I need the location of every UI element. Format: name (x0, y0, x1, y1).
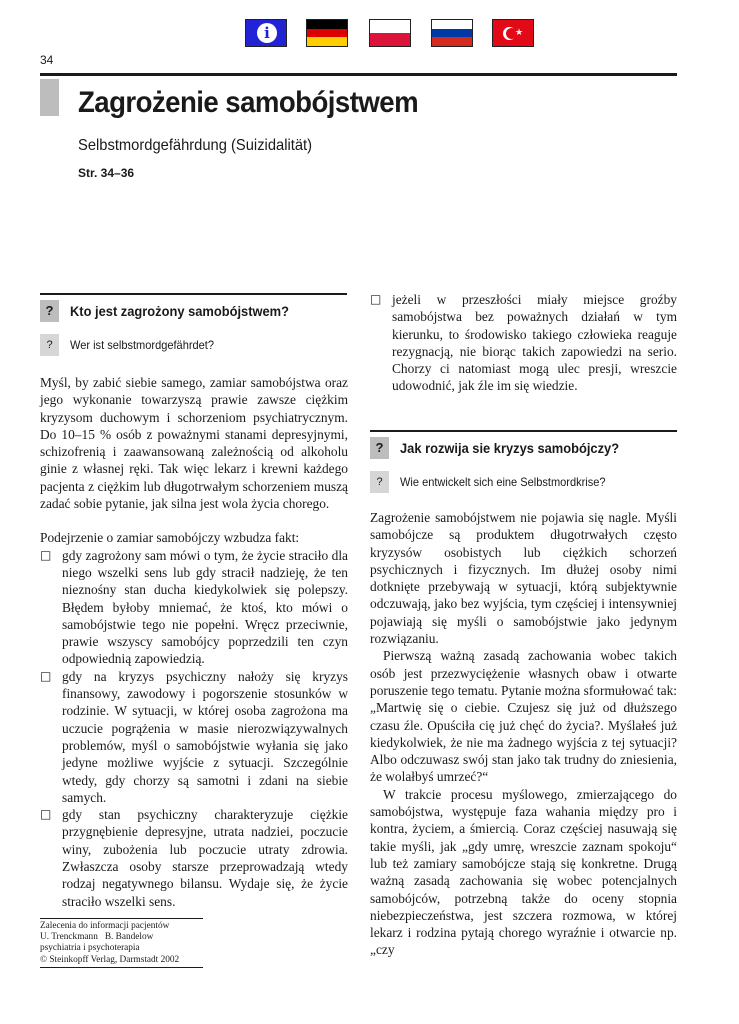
right-paragraph-1: Zagrożenie samobójstwem nie pojawia się nagle. Myśli samobójcze są produktem długotrwałych często kryzysów osobistych lub ciężkich schorzeń psychicznych i fizycznych. Im dłużej osoby nimi dotknięte przebywają w sytuacji, którą subjektywnie odczuwają, jako bez wyjścia, tym częściej i intensywniej pojawiają się myśli o samobójstwie jako jedynym rozwiązaniu. (370, 510, 677, 647)
question-2-rule (370, 430, 677, 432)
right-column-text (370, 509, 677, 959)
info-symbol: i (257, 23, 277, 43)
footer-rule-bottom (40, 967, 203, 968)
left-paragraph-2: Podejrzenie o zamiar samobójczy wzbudza fakt: (40, 530, 300, 546)
polish-flag-icon[interactable] (369, 19, 411, 47)
question-2-subtitle: Wie entwickelt sich eine Selbstmordkrise? (400, 475, 606, 489)
question-1-title: Kto jest zagrożony samobójstwem? (70, 303, 290, 319)
question-mark-box-small: ? (370, 471, 389, 493)
russian-flag-icon[interactable] (431, 19, 473, 47)
turkish-flag-icon[interactable]: ★ (492, 19, 534, 47)
german-flag-icon[interactable] (306, 19, 348, 47)
info-flag-icon[interactable] (245, 19, 287, 47)
question-1-subtitle: Wer ist selbstmordgefährdet? (70, 338, 214, 352)
page-title: Zagrożenie samobójstwem (78, 86, 419, 119)
footer-line: © Steinkopff Verlag, Darmstadt 2002 (40, 954, 180, 965)
question-mark-box: ? (40, 300, 59, 322)
footer-line: Zalecenia do informacji pacjentów (40, 921, 170, 931)
question-mark-box: ? (370, 437, 389, 459)
footer-line: psychiatria i psychoterapia (40, 943, 140, 954)
footer-rule-top (40, 918, 203, 919)
page-subtitle: Selbstmordgefährdung (Suizidalität) (78, 137, 313, 154)
footer-credits (40, 921, 179, 966)
page-range: Str. 34–36 (78, 166, 135, 180)
page-number: 34 (40, 53, 54, 67)
header-rule (40, 73, 677, 76)
title-accent-bar (40, 79, 59, 116)
list-item: □ jeżeli w przeszłości miały miejsce groźby samobójstwa bez poważnych działań w tym kierunku, to środowisko takiego człowieka reaguje rezygnacją, nie biorąc takich zapowiedzi na serio. Chorzy ci natomiast mogą ulec presji, wreszcie udowodnić, jak źle im się wiedzie. (370, 291, 677, 395)
question-2-title: Jak rozwija sie kryzys samobójczy? (400, 440, 620, 456)
footer-line: U. Trenckmann B. Bandelow (40, 932, 154, 943)
list-item: □ gdy na kryzys psychiczny nałoży się kryzys finansowy, zawodowy i pogorszenie stosunków w rodzinie. W sytuacji, w której osoba zagrożona ma uczucie pogrążenia w masie nierozwiązywalnych problemów, myśl o samobójstwie wyłania się jako jedyne możliwe wyjście z sytuacji. Szczególnie wtedy, gdy chorzy są samotni i zdani na siebie samych. (40, 668, 348, 806)
right-paragraph-2: Pierwszą ważną zasadą zachowania wobec takich osób jest przezwyciężenie własnych obaw i otwarte poruszenie tego tematu. Pytanie można sformułować tak: „Martwię się o ciebie. Czujesz się już od dłuższego czasu źle. Opuściła cię już chęć do życia?. Myślałeś już kiedykolwiek, że nie ma żadnego wyjścia z tej sytuacji? Albo odczuwasz swój stan jako tak trudny do zniesienia, że wolałbyś umrzeć?“ (370, 648, 677, 785)
left-paragraph-1: Myśl, by zabić siebie samego, zamiar samobójstwa oraz jego wykonanie towarzyszą prawie zawsze ciężkim kryzysom duchowym i schorzeniom psychiatrycznym. Do 10–15 % osób z poważnymi stanami depresyjnymi, schizofrenią i zaawansowaną zależnością od alkoholu ginie z własnej ręki. Tak więc lekarz i krewni każdego pacjenta z ciężkim lub długotrwałym schorzeniem muszą zadać sobie pytanie, jak silna jest wola życia chorego. (40, 375, 348, 512)
list-item: □ gdy stan psychiczny charakteryzuje ciężkie przygnębienie depresyjne, utrata nadziei, poczucie winy, zubożenia lub poczucie utraty zdrowia. Zwłaszcza osoby starsze przeprowadzają wtedy rodzaj negatywnego bilansu. Wydaje się, że życie straciło wszelki sens. (40, 806, 348, 910)
question-mark-box-small: ? (40, 334, 59, 356)
left-column-text (40, 374, 348, 910)
risk-list (40, 547, 348, 910)
right-column-top (370, 291, 677, 395)
right-paragraph-3: W trakcie procesu myślowego, zmierzającego do samobójstwa, występuje faza wahania między pro i kontra, życiem, a śmiercią. Coraz częściej nasuwają się takie myśli, jak „gdy umrę, wreszcie zaznam spokoju“ lub też zamiary samobójcze stają się konkretne. Drugą ważną zasadą zachowania się wobec potencjalnych samobójców, potrzebną także do oceny stopnia niebezpieczeństwa, jest szczera rozmowa, w której lekarz i rodzina pytają chorego wyraźnie i otwarcie np. „czy (370, 786, 677, 958)
list-item: □ gdy zagrożony sam mówi o tym, że życie straciło dla niego wszelki sens lub gdy stracił nadzieję, że ten nieznośny stan ducha kiedykolwiek się polepszy. Błędem byłoby mniemać, że ktoś, kto mówi o samobójstwie tego nie popełni. Wręcz przeciwnie, prawie wszyscy samobójcy poprzedzili ten czyn odpowiednią zapowiedzią. (40, 547, 348, 668)
question-1-rule (40, 293, 347, 295)
risk-list-continued (370, 291, 677, 395)
